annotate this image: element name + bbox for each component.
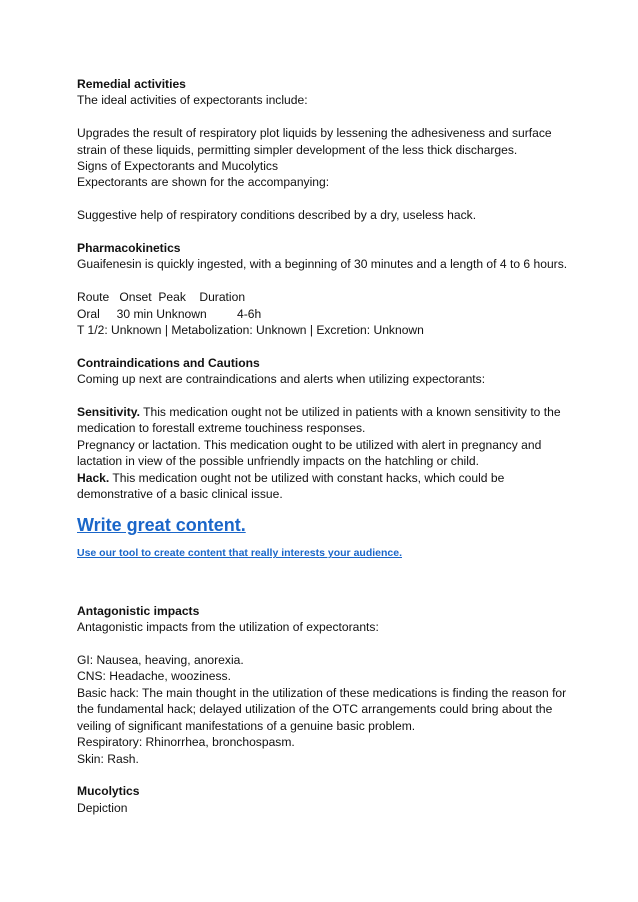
- pregnancy-line-1: Pregnancy or lactation. This medication ought to be utilized with alert in pregnancy and: [77, 437, 542, 452]
- sensitivity-label: Sensitivity.: [77, 405, 140, 420]
- signs-line: Signs of Expectorants and Mucolytics: [77, 159, 278, 174]
- pregnancy-line-2: lactation in view of the possible unfriendly impacts on the hatchling or child.: [77, 454, 480, 469]
- pk-table-header: Route Onset Peak Duration: [77, 290, 246, 305]
- adverse-skin: Skin: Rash.: [77, 751, 139, 766]
- remedial-paragraph-line-2: strain of these liquids, permitting simpler development of the less thick discharges.: [77, 142, 518, 157]
- adverse-basic-line-3: veiling of significant manifestations of a genuine basic problem.: [77, 718, 416, 733]
- sensitivity-line-1: [77, 404, 578, 420]
- hack-label: Hack.: [77, 470, 110, 485]
- adverse-intro: Antagonistic impacts from the utilization of expectorants:: [77, 620, 379, 635]
- promo-subtitle-link[interactable]: Use our tool to create content that really interests your audience.: [77, 547, 402, 560]
- remedial-heading: Remedial activities: [77, 77, 186, 91]
- mucolytics-heading: Mucolytics: [77, 784, 140, 799]
- shown-line: Expectorants are shown for the accompanying:: [77, 175, 330, 190]
- adverse-basic-line-1: Basic hack: The main thought in the utilization of these medications is finding the reason for: [77, 685, 567, 700]
- pharmacokinetics-heading: Pharmacokinetics: [77, 241, 181, 256]
- adverse-gi: GI: Nausea, heaving, anorexia.: [77, 653, 244, 668]
- pk-table-row: Oral 30 min Unknown 4-6h: [77, 306, 262, 321]
- hack-line-1: [77, 470, 578, 486]
- adverse-basic-line-2: the fundamental hack; delayed utilization of the OTC arrangements could bring about the: [77, 702, 553, 717]
- hack-line-2: demonstrative of a basic clinical issue.: [77, 487, 283, 502]
- contraindications-intro: Coming up next are contraindications and alerts when utilizing expectorants:: [77, 372, 486, 387]
- remedial-paragraph-line-1: Upgrades the result of respiratory plot liquids by lessening the adhesiveness and surface: [77, 126, 552, 141]
- suggestive-line: Suggestive help of respiratory conditions described by a dry, useless hack.: [77, 208, 477, 223]
- adverse-respiratory: Respiratory: Rhinorrhea, bronchospasm.: [77, 735, 295, 750]
- sensitivity-line-2: medication to forestall extreme touchiness responses.: [77, 421, 366, 436]
- pk-half-life: T 1/2: Unknown | Metabolization: Unknown | Excretion: Unknown: [77, 323, 424, 338]
- contraindications-heading: Contraindications and Cautions: [77, 355, 260, 370]
- adverse-heading: Antagonistic impacts: [77, 603, 200, 618]
- adverse-cns: CNS: Headache, wooziness.: [77, 669, 231, 684]
- mucolytics-depiction: Depiction: [77, 800, 128, 815]
- remedial-intro: The ideal activities of expectorants include:: [77, 93, 308, 108]
- pharmacokinetics-text: Guaifenesin is quickly ingested, with a beginning of 30 minutes and a length of 4 to 6 hours.: [77, 257, 568, 272]
- sensitivity-text: This medication ought not be utilized in patients with a known sensitivity to the: [139, 405, 561, 420]
- promo-title-link[interactable]: Write great content.: [77, 515, 246, 536]
- hack-text: This medication ought not be utilized with constant hacks, which could be: [109, 470, 505, 485]
